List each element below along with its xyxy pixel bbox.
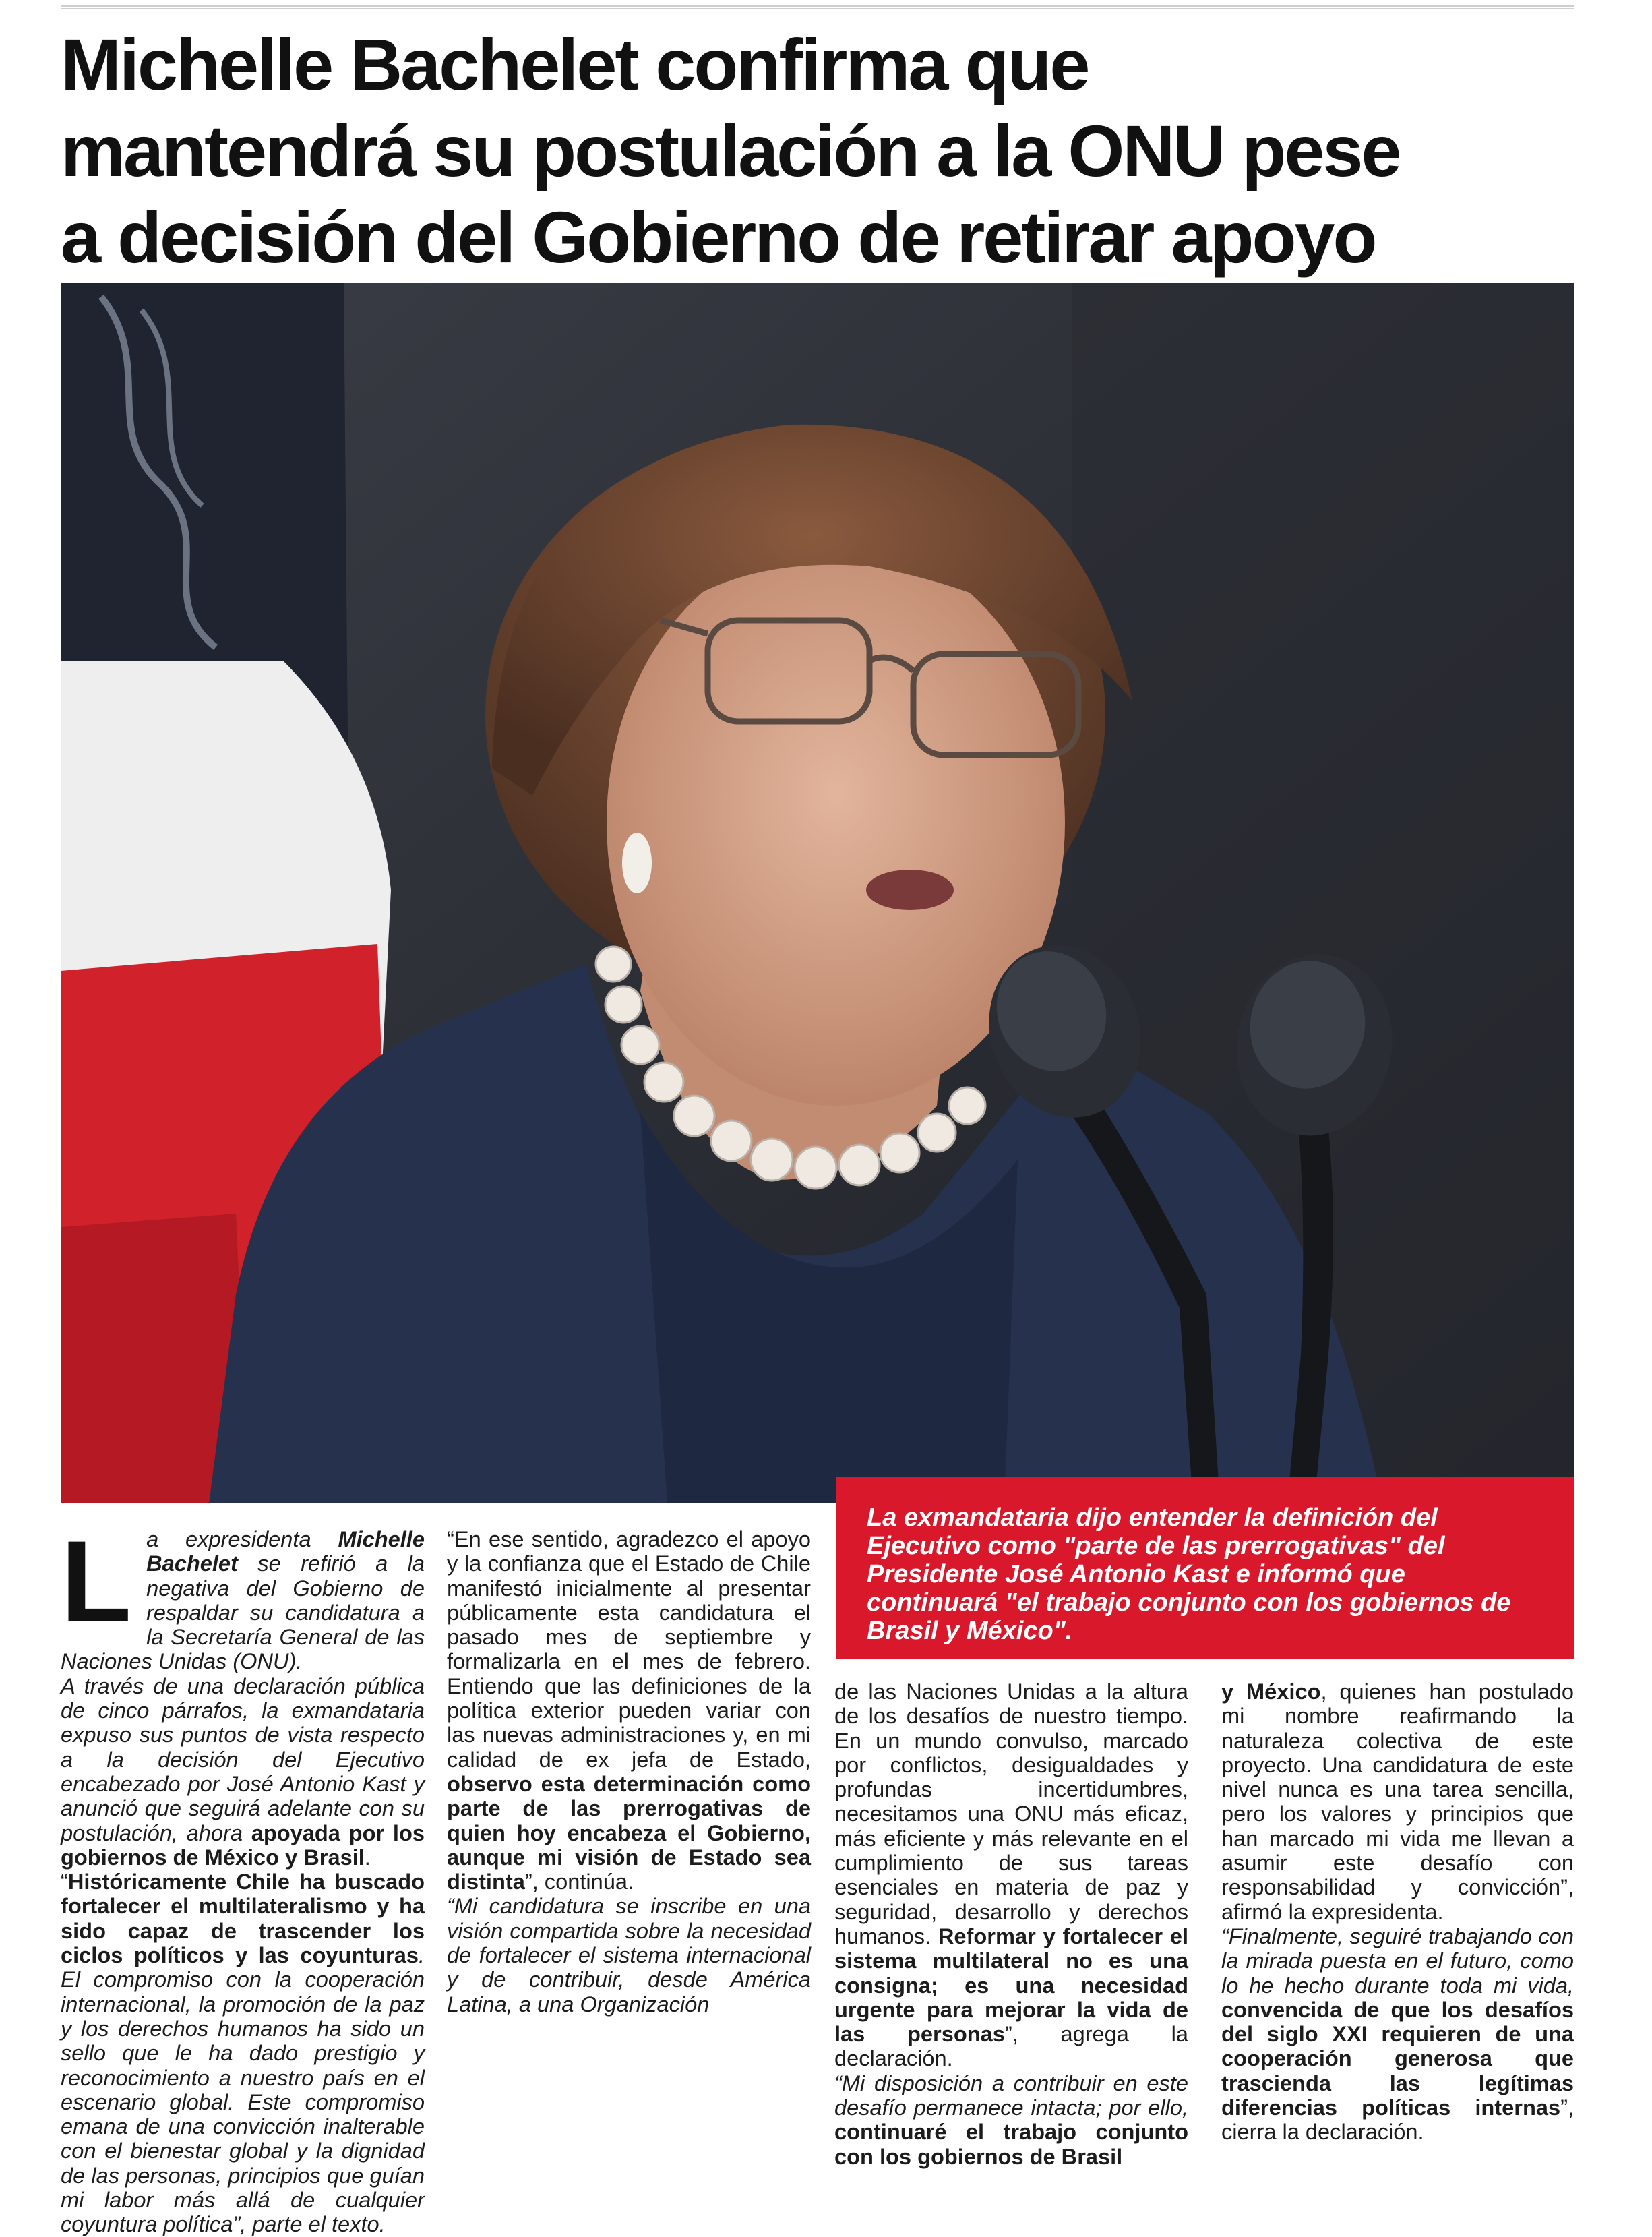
bold-run: convencida de que los desafíos del siglo XXI requieren de una cooperación generosa que trascienda las legítimas diferencias políticas internas bbox=[1221, 1996, 1574, 2120]
article-paragraph-2 bbox=[61, 1674, 425, 1870]
article-column-2 bbox=[447, 1527, 811, 2017]
text-run: ”, cierra la declaración. bbox=[1221, 2095, 1574, 2145]
text-run: a expresidenta bbox=[146, 1526, 338, 1551]
bold-run: apoyada por los gobiernos de México y Brasil bbox=[61, 1820, 425, 1870]
text-run: “Mi disposición a contribuir en este desafío permanece intacta; por ello, bbox=[834, 2070, 1188, 2120]
text-run: A través de una declaración pública de cinco párrafos, la exmandataria expuso sus puntos de vista respecto a la decisión del Ejecutivo encabezado por José Antonio Kast y anunció que seguirá adelante con su postulación, ahora bbox=[61, 1673, 425, 1845]
article-paragraph-6-cont bbox=[1221, 1679, 1574, 1924]
text-run: , quienes han postulado mi nombre reafirmando la naturaleza colectiva de este proyecto. Una candidatura de este nivel nunca es una tarea sencilla, pero los valores y principios que han marcado mi vida me llevan a asumir este desafío con responsabilidad y convicción”, afirmó la expresidenta. bbox=[1221, 1679, 1574, 1924]
article-paragraph-1 bbox=[61, 1517, 425, 1674]
bold-run: Michelle Bachelet bbox=[146, 1526, 425, 1576]
text-run: . El compromiso con la cooperación internacional, la promoción de la paz y los derechos humanos ha sido un sello que le ha dado prestigio y reconocimiento a nuestro país en el escenario global. Este compromiso emana de una convicción inalterable con el bienestar global y la dignidad de las personas, principios que guían mi labor más allá de cualquier coyuntura política”, parte el texto. bbox=[61, 1942, 425, 2237]
text-run: “En ese sentido, agradezco el apoyo y la confianza que el Estado de Chile manifestó inicialmente al presentar públicamente esta candidatura el pasado mes de septiembre y formalizarla en el mes de febrero. Entiendo que las definiciones de la política exterior pueden variar con las nuevas administraciones y, en mi calidad de ex jefa de Estado, bbox=[447, 1526, 811, 1772]
headline bbox=[61, 22, 1611, 280]
bold-run: y México bbox=[1221, 1679, 1321, 1704]
bold-run: Históricamente Chile ha buscado fortalecer el multilateralismo y ha sido capaz de trascender los ciclos políticos y las coyunturas bbox=[61, 1869, 425, 1968]
article-paragraph-6 bbox=[834, 2071, 1188, 2169]
headline-line-3: a decisión del Gobierno de retirar apoyo bbox=[61, 196, 1376, 278]
text-run: “Mi candidatura se inscribe en una visión compartida sobre la necesidad de fortalecer el sistema internacional y de contribuir, desde América Latina, a una Organización bbox=[447, 1893, 811, 2017]
headline-line-2: mantendrá su postulación a la ONU pese bbox=[61, 110, 1400, 191]
article-paragraph-3 bbox=[61, 1870, 425, 2236]
photo-illustration bbox=[61, 283, 1574, 1503]
bold-run: continuaré el trabajo conjunto con los gobiernos de Brasil bbox=[834, 2119, 1188, 2169]
article-column-1 bbox=[61, 1517, 425, 2237]
text-run: se refirió a la negativa del Gobierno de respaldar su candidatura a la Secretaría General de las Naciones Unidas (ONU). bbox=[61, 1551, 425, 1674]
drop-cap: L bbox=[61, 1517, 132, 1646]
text-run: ”, continúa. bbox=[524, 1869, 634, 1895]
article-column-4 bbox=[1221, 1679, 1574, 2145]
text-run: ”, agrega la declaración. bbox=[834, 2021, 1188, 2071]
headline-line-1: Michelle Bachelet confirma que bbox=[61, 24, 1089, 105]
article-photo bbox=[61, 283, 1574, 1503]
bold-run: observo esta determinación como parte de las prerrogativas de quien hoy encabeza el Gobierno, aunque mi visión de Estado sea distinta bbox=[447, 1770, 811, 1895]
text-run: “ bbox=[61, 1869, 68, 1895]
article-paragraph-7 bbox=[1221, 1924, 1574, 2145]
text-run: . bbox=[364, 1844, 371, 1870]
top-rule bbox=[61, 5, 1574, 9]
article-paragraph-5-cont bbox=[834, 1679, 1188, 2071]
article-column-3 bbox=[834, 1679, 1188, 2169]
article-paragraph-4 bbox=[447, 1527, 811, 1894]
text-run: “Finalmente, seguiré trabajando con la mirada puesta en el futuro, como lo he hecho durante toda mi vida, bbox=[1221, 1923, 1574, 1998]
photo-caption: La exmandataria dijo entender la definición del Ejecutivo como "parte de las prerrogativas" del Presidente José Antonio Kast e informó que continuará "el trabajo conjunto con los gobiernos de Brasil y México". bbox=[836, 1477, 1574, 1659]
bold-run: Reformar y fortalecer el sistema multilateral no es una consigna; es una necesidad urgente para mejorar la vida de las personas bbox=[834, 1923, 1188, 2047]
article-paragraph-5 bbox=[447, 1894, 811, 2016]
text-run: de las Naciones Unidas a la altura de los desafíos de nuestro tiempo. En un mundo convulso, marcado por conflictos, desigualdades y profundas incertidumbres, necesitamos una ONU más eficaz, más eficiente y más relevante en el cumplimiento de sus tareas esenciales en materia de paz y seguridad, desarrollo y derechos humanos. bbox=[834, 1679, 1188, 1948]
